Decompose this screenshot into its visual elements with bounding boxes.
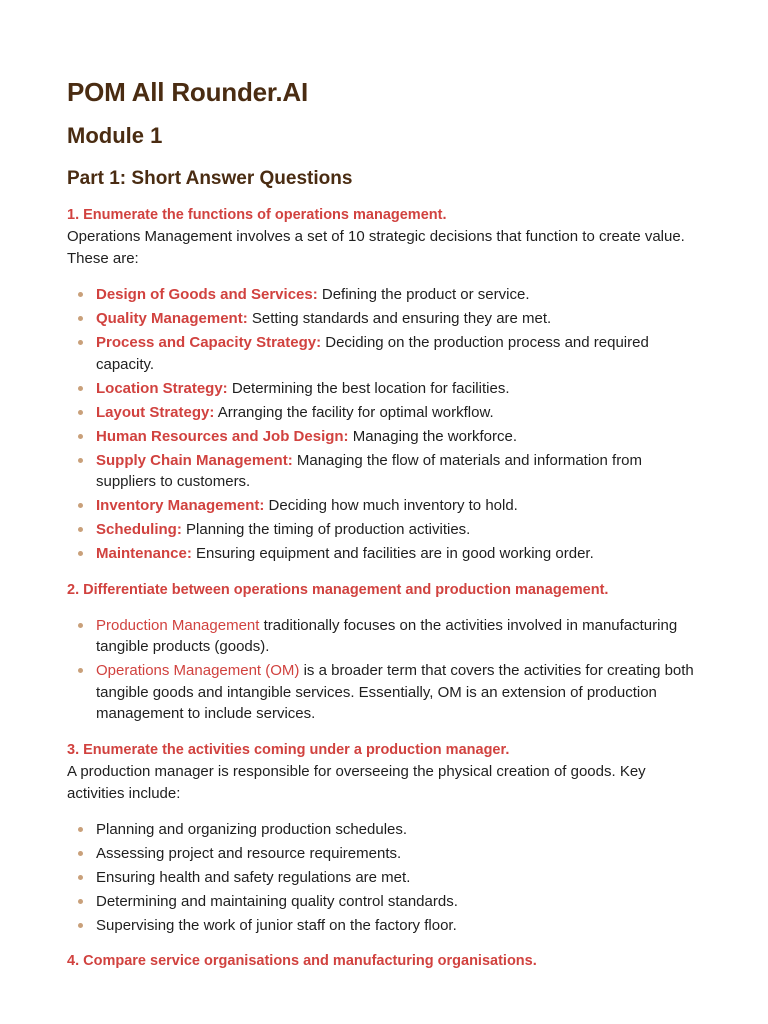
bullet-icon [78, 899, 83, 904]
question-1: 1. Enumerate the functions of operations management. [67, 207, 447, 223]
list-item [67, 378, 702, 400]
list-item-text: traditionally focuses on the activities involved in manufacturing tangible products (goods). [96, 616, 678, 655]
list-item-text: Planning and organizing production schedules. [96, 820, 408, 838]
bullet-icon [78, 827, 83, 832]
question-1-list [67, 284, 702, 565]
bullet-icon [78, 386, 83, 391]
list-item [67, 426, 702, 448]
list-item-term: Scheduling: [96, 521, 182, 538]
bullet-icon [78, 292, 83, 297]
bullet-icon [78, 668, 83, 673]
list-item-term: Human Resources and Job Design: [96, 427, 349, 445]
list-item-text: Setting standards and ensuring they are met. [247, 310, 552, 327]
question-2: 2. Differentiate between operations management and production management. [67, 581, 609, 598]
list-item-term: Layout Strategy: [96, 403, 215, 421]
list-item [67, 867, 702, 889]
list-item-term: Operations Management (OM) [96, 662, 300, 679]
list-item [67, 819, 702, 841]
list-item [67, 843, 702, 865]
list-item-term: Process and Capacity Strategy: [96, 334, 322, 351]
list-item-text: Defining the product or service. [317, 286, 530, 303]
question-3: 3. Enumerate the activities coming under a production manager. [67, 741, 510, 758]
list-item [67, 543, 702, 565]
bullet-icon [78, 527, 83, 532]
bullet-icon [78, 340, 83, 345]
list-item-term: Production Management [96, 616, 260, 634]
list-item [67, 660, 702, 725]
question-2-list [67, 615, 702, 725]
list-item-text: Deciding on the production process and required capacity. [96, 334, 649, 373]
list-item-text: Arranging the facility for optimal workflow. [214, 403, 494, 421]
list-item [67, 915, 702, 937]
question-4: 4. Compare service organisations and manufacturing organisations. [67, 953, 537, 969]
list-item-term: Location Strategy: [96, 379, 228, 397]
list-item-term: Quality Management: [96, 310, 248, 327]
list-item-text: Supervising the work of junior staff on the factory floor. [96, 916, 457, 934]
list-item [67, 332, 702, 375]
bullet-icon [78, 410, 83, 415]
list-item-term: Inventory Management: [96, 497, 265, 514]
bullet-icon [78, 875, 83, 880]
list-item [67, 519, 702, 541]
module-heading: Module 1 [67, 123, 163, 148]
question-1-intro: Operations Management involves a set of 10 strategic decisions that function to create value. These are: [67, 228, 685, 267]
question-3-list [67, 819, 702, 937]
list-item [67, 495, 702, 517]
bullet-icon [78, 458, 83, 463]
bullet-icon [78, 851, 83, 856]
list-item-text: is a broader term that covers the activities for creating both tangible goods and intangible services. Essentially, OM is an extension of production management to include services. [96, 662, 694, 722]
list-item-term: Design of Goods and Services: [96, 286, 318, 303]
list-item-text: Determining and maintaining quality control standards. [96, 892, 458, 910]
part-heading: Part 1: Short Answer Questions [67, 168, 353, 189]
bullet-icon [78, 316, 83, 321]
bullet-icon [78, 503, 83, 508]
question-3-intro: A production manager is responsible for overseeing the physical creation of goods. Key activities include: [67, 762, 646, 802]
list-item-term: Maintenance: [96, 545, 192, 562]
document-title: POM All Rounder.AI [67, 77, 309, 107]
list-item-text: Planning the timing of production activities. [181, 521, 471, 538]
list-item-text: Managing the workforce. [348, 427, 517, 445]
list-item [67, 891, 702, 913]
list-item [67, 284, 702, 306]
bullet-icon [78, 923, 83, 928]
list-item-text: Determining the best location for facilities. [227, 379, 510, 397]
list-item [67, 450, 702, 493]
list-item [67, 308, 702, 330]
bullet-icon [78, 551, 83, 556]
list-item-text: Ensuring health and safety regulations are met. [96, 868, 411, 886]
list-item-text: Assessing project and resource requirements. [96, 844, 402, 862]
list-item-text: Deciding how much inventory to hold. [264, 497, 518, 514]
list-item-text: Ensuring equipment and facilities are in good working order. [191, 545, 594, 562]
list-item [67, 402, 702, 424]
bullet-icon [78, 623, 83, 628]
list-item [67, 615, 702, 658]
bullet-icon [78, 434, 83, 439]
list-item-term: Supply Chain Management: [96, 451, 293, 469]
list-item-text: Managing the flow of materials and information from suppliers to customers. [96, 451, 643, 490]
